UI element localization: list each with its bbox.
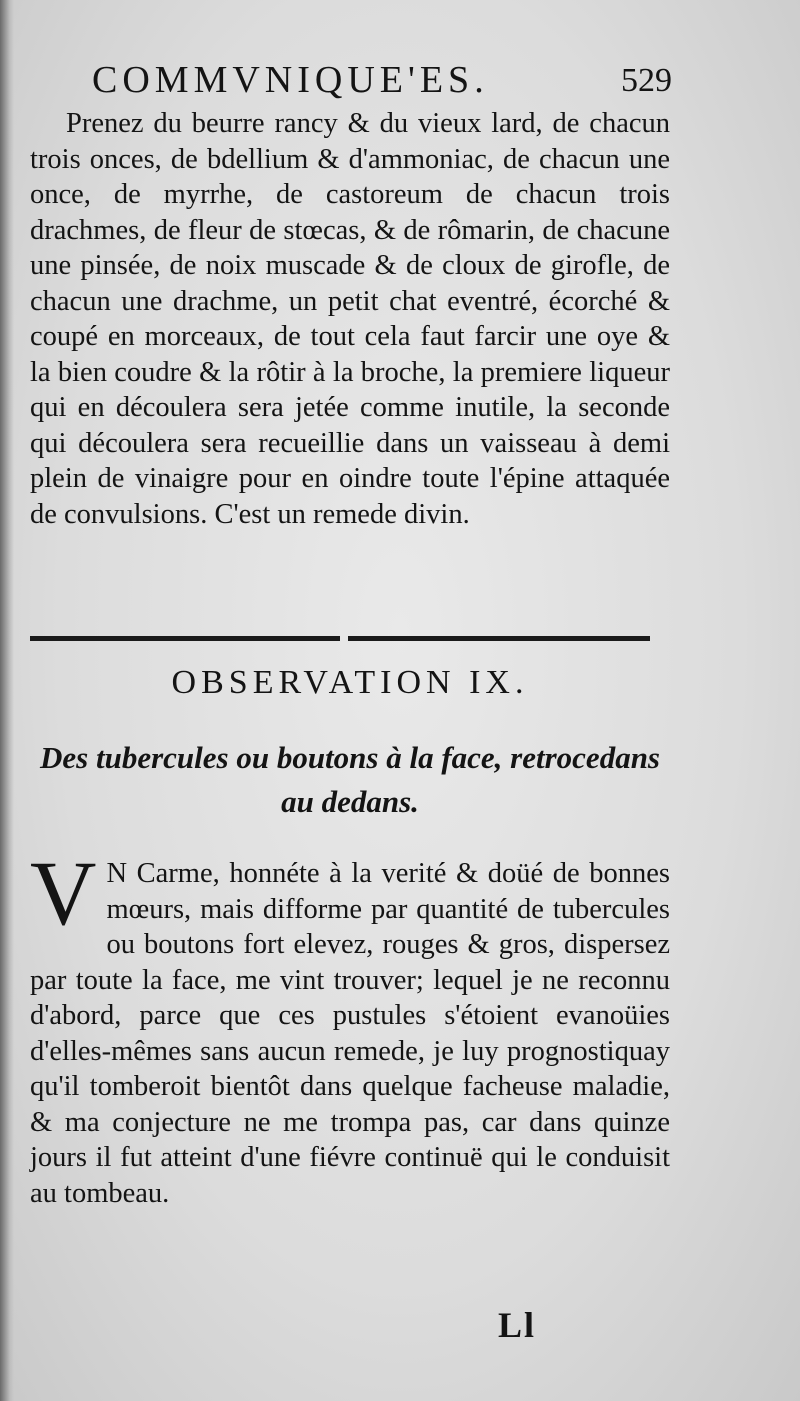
signature-mark: Ll — [498, 1305, 537, 1345]
observation-heading: OBSERVATION IX. — [171, 664, 529, 701]
page-number: 529 — [621, 62, 672, 99]
drop-cap: V — [30, 842, 97, 944]
observation-paragraph-text: N Carme, honnéte à la verité & doüé de bonnes mœurs, mais difforme par quantité de tubercules ou boutons fort elevez, rouges & gros, dispersez par toute la face, me vint trouver; lequel je ne reconnu d'abord, parce que ces pustules s'étoient evanoüies d'elles-mêmes sans aucun remede, je luy prognostiquay qu'il tomberoit bientôt dans quelque facheuse maladie, & ma conjecture ne me trompa pas, car dans quinze jours il fut atteint d'une fiévre continuë qui le conduisit au tombeau. — [30, 858, 670, 1209]
recipe-paragraph: Prenez du beurre rancy & du vieux lard, de chacun trois onces, de bdellium & d'ammoniac, de chacun une once, de myrrhe, de castoreum de chacun trois drachmes, de fleur de stœcas, & de rômarin, de chacune une pinsée, de noix muscade & de cloux de girofle, de chacun une drachme, un petit chat eventré, écorché & coupé en morceaux, de tout cela faut farcir une oye & la bien coudre & la rôtir à la broche, la premiere liqueur qui en découlera sera jetée comme inutile, la seconde qui découlera sera recueillie dans un vaisseau à demi plein de vinaigre pour en oindre toute l'épine attaquée de convulsions. C'est un remede divin. — [30, 108, 670, 530]
divider-right-bar — [348, 636, 650, 641]
running-title: COMMVNIQUE'ES. — [92, 59, 489, 101]
section-divider — [30, 636, 650, 644]
observation-subtitle: Des tubercules ou boutons à la face, retrocedans au dedans. — [40, 740, 660, 819]
page-header — [92, 58, 672, 108]
divider-left-bar — [30, 636, 340, 641]
observation-paragraph — [30, 842, 670, 1211]
page-gutter-shadow — [0, 0, 14, 1401]
